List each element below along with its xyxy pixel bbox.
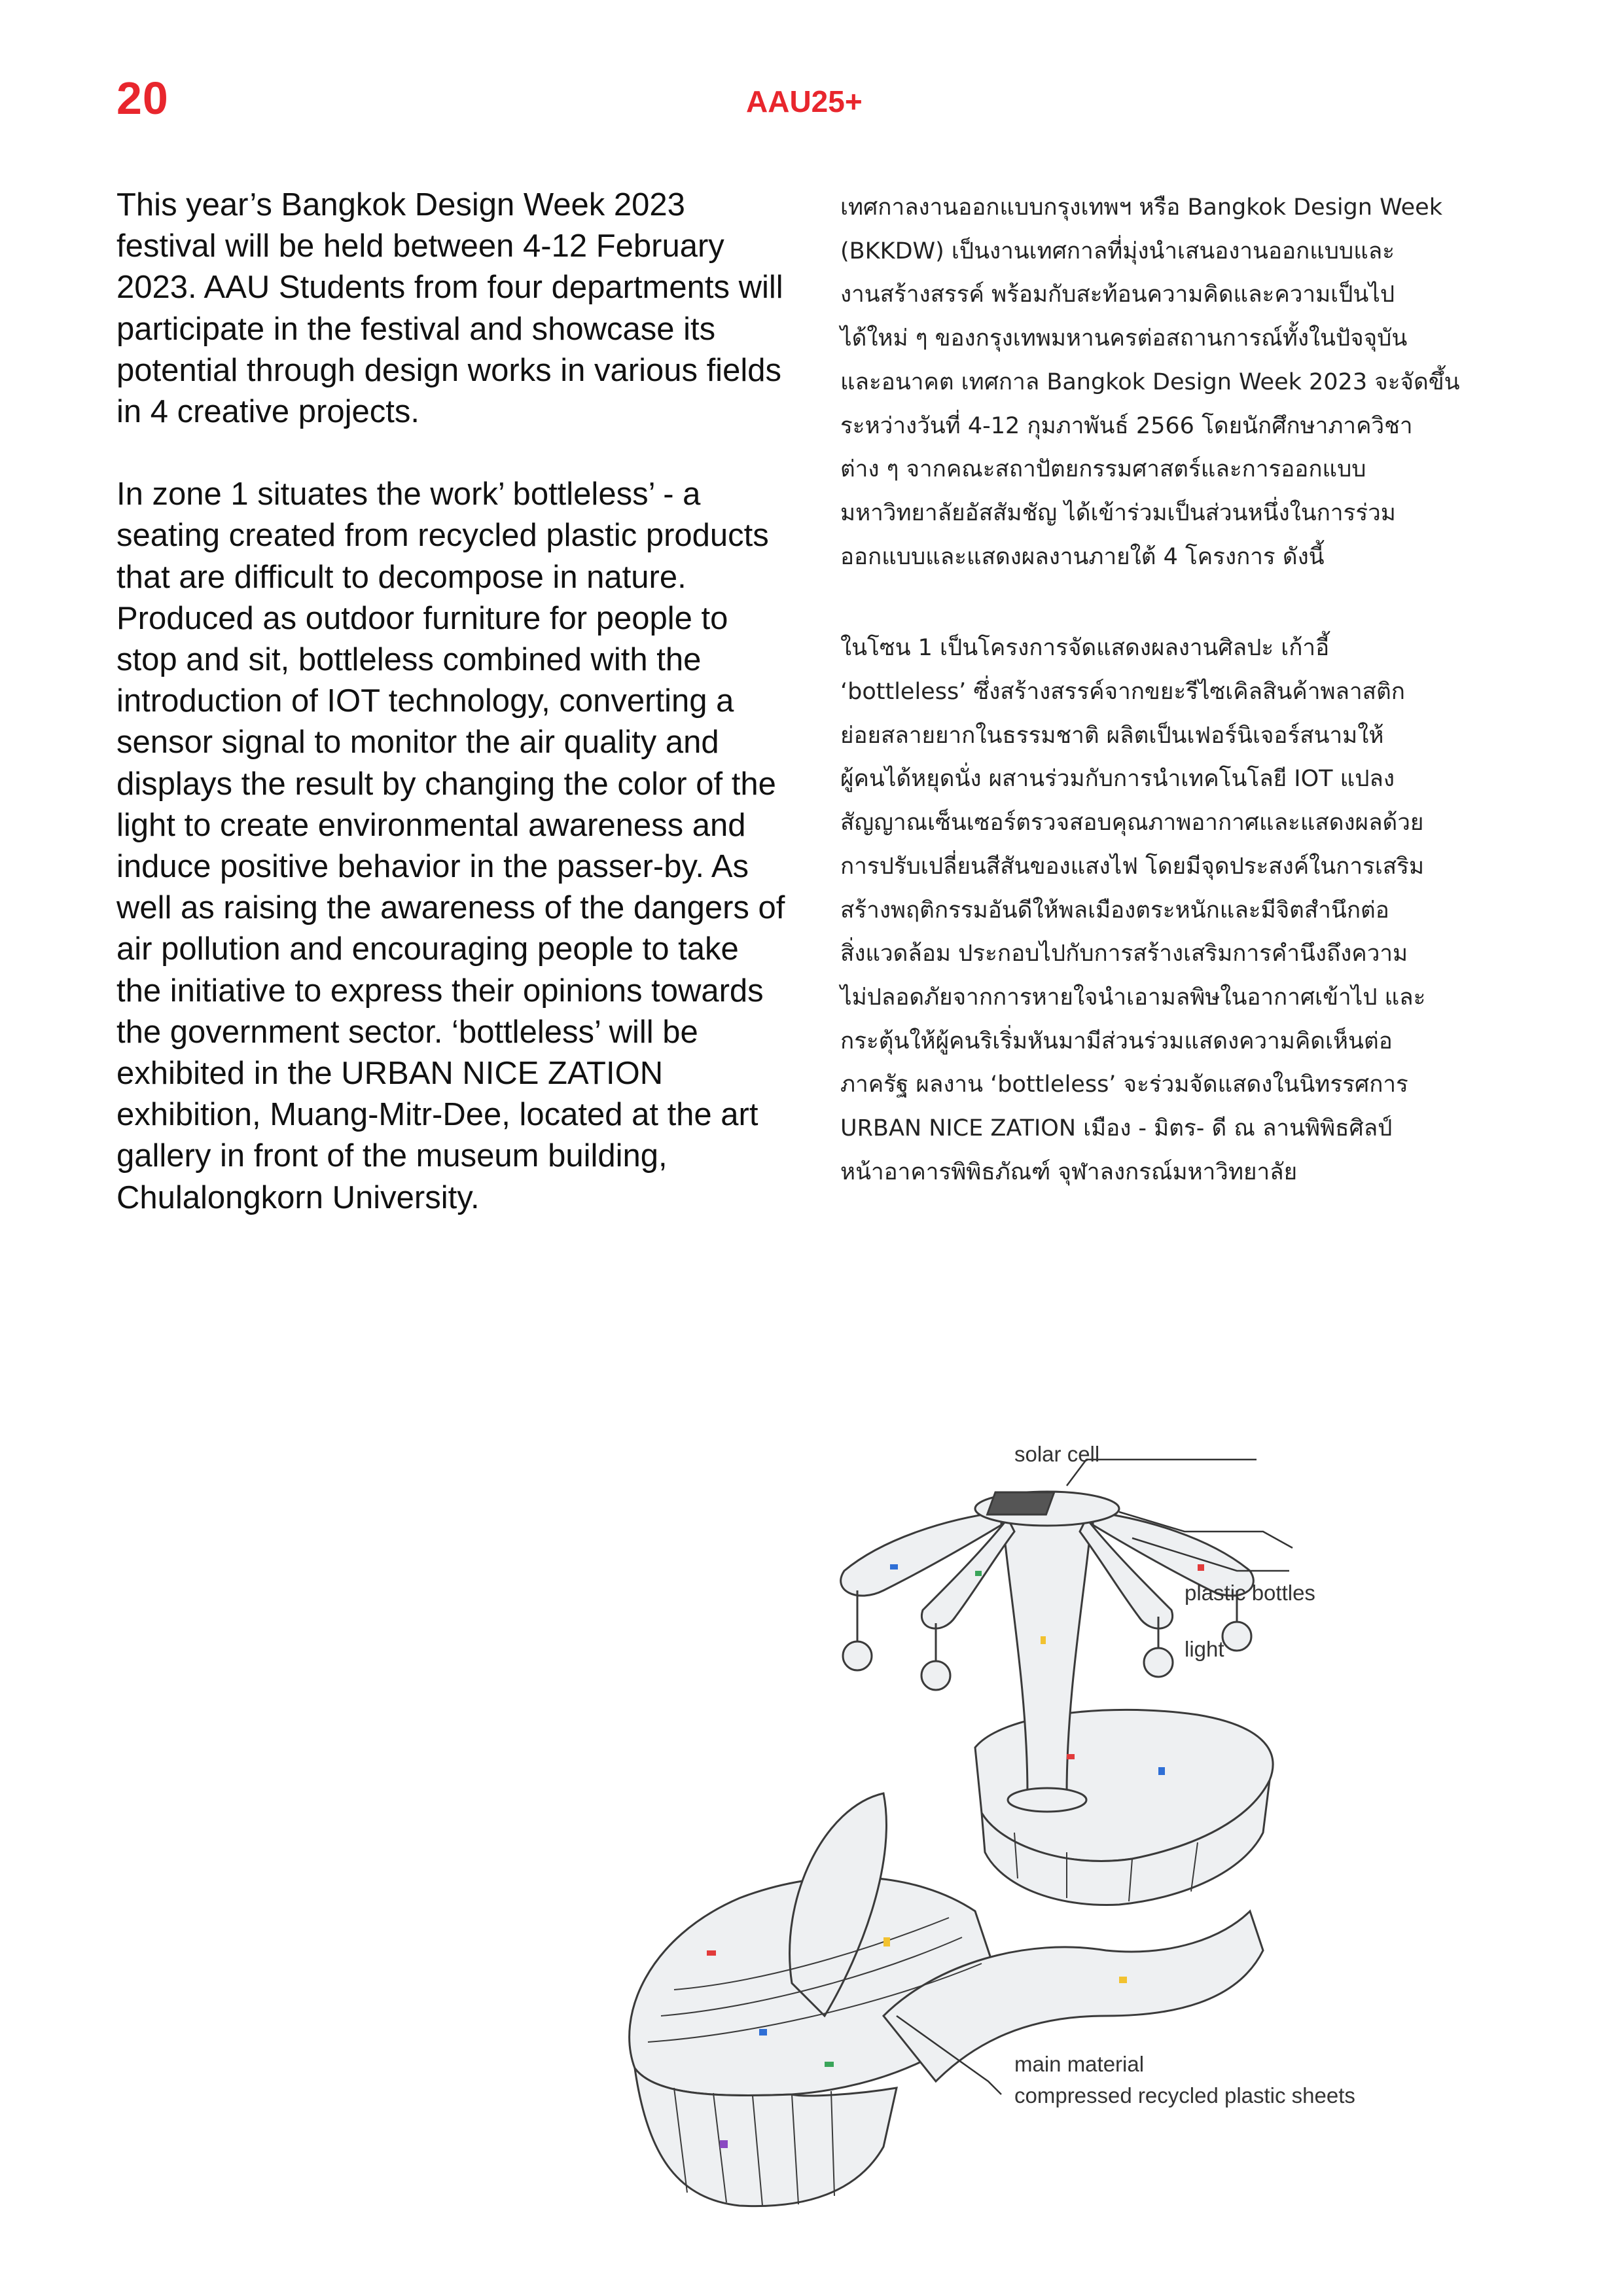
english-paragraph-2: In zone 1 situates the work’ bottleless’ - a seating created from recycled plastic products that are difficult to decompose in nature. Produced as outdoor furniture for people to stop and sit, bottleless combined with the introduction of IOT technology, converting a sensor signal to monitor the air quality and displays the result by changing the color of the light to create environmental awareness and induce positive behavior in the passer-by. As well as raising the awareness of the dangers of air pollution and encouraging people to take the initiative to express their opinions towards the government sector. ‘bottleless’ will be exhibited in the URBAN NICE ZATION exhibition, Muang-Mitr-Dee, located at the art gallery in front of the museum building, Chulalongkorn University. [116, 476, 785, 1215]
bottleless-figure [609, 1440, 1459, 2225]
light-2 [921, 1661, 950, 1690]
fleck [1158, 1767, 1165, 1775]
label-light: light [1185, 1637, 1224, 1661]
fleck [720, 2140, 728, 2148]
stem-base [1008, 1788, 1086, 1812]
page-number: 20 [116, 73, 169, 124]
light-1 [843, 1641, 872, 1670]
light-3 [1144, 1648, 1173, 1677]
english-paragraph-1: This year’s Bangkok Design Week 2023 festival will be held between 4-12 February 2023. AAU Students from four departments will participate in the festival and showcase its potential through design works in various fields in 4 creative projects. [116, 187, 783, 430]
label-plastic-bottles: plastic bottles [1185, 1581, 1315, 1605]
solar-cell-panel [988, 1492, 1054, 1515]
label-main-material [1014, 2049, 1355, 2111]
fleck [707, 1950, 716, 1956]
fleck [759, 2029, 767, 2036]
label-solar-cell: solar cell [1014, 1442, 1100, 1466]
fleck [890, 1564, 898, 1570]
fleck [883, 1937, 890, 1946]
fleck [1041, 1636, 1046, 1644]
label-main-material-line1: main material [1014, 2052, 1145, 2076]
fleck [825, 2062, 834, 2067]
fleck [1119, 1977, 1127, 1983]
thai-paragraph-2: ในโซน 1 เป็นโครงการจัดแสดงผลงานศิลปะ เก้าอี้ ‘bottleless’ ซึ่งสร้างสรรค์จากขยะรีไซเคิลสินค้าพลาสติก ย่อยสลายยากในธรรมชาติ ผลิตเป็นเฟอร์นิเจอร์สนามให้ ผู้คนได้หยุดนั่ง ผสานร่วมกับการนำเทคโนโลยี IOT แปลง สัญญาณเซ็นเซอร์ตรวจสอบคุณภาพอากาศและแสดงผลด้วย การปรับเปลี่ยนสีสันของแสงไฟ โดยมีจุดประสงค์ในการเสริม สร้างพฤติกรรมอันดีให้พลเมืองตระหนักและมีจิตสำนึกต่อ สิ่งแวดล้อม ประกอบไปกับการสร้างเสริมการคำนึงถึงความ ไม่ปลอดภัยจากการหายใจนำเอามลพิษในอากาศเข้าไป และ กระตุ้นให้ผู้คนริเริ่มหันมามีส่วนร่วมแสดงความคิดเห็นต่อ ภาครัฐ ผลงาน ‘bottleless’ จะร่วมจัดแสดงในนิทรรศการ URBAN NICE ZATION เมือง - มิตร- ดี ณ ลานพิพิธศิลป์ หน้าอาคารพิพิธภัณฑ์ จุฬาลงกรณ์มหาวิทยาลัย [840, 635, 1426, 1185]
fleck [1198, 1564, 1204, 1571]
light-4 [1222, 1622, 1251, 1651]
thai-paragraph-1: เทศกาลงานออกแบบกรุงเทพฯ หรือ Bangkok Design Week (BKKDW) เป็นงานเทศกาลที่มุ่งนำเสนองานออกแบบและ งานสร้างสรรค์ พร้อมกับสะท้อนความคิดและความเป็นไป ได้ใหม่ ๆ ของกรุงเทพมหานครต่อสถานการณ์ทั้งในปัจจุบัน และอนาคต เทศกาล Bangkok Design Week 2023 จะจัดขึ้น ระหว่างวันที่ 4-12 กุมภาพันธ์ 2566 โดยนักศึกษาภาควิชา ต่าง ๆ จากคณะสถาปัตยกรรมศาสตร์และการออกแบบ มหาวิทยาลัยอัสสัมชัญ ได้เข้าร่วมเป็นส่วนหนึ่งในการร่วม ออกแบบและแสดงผลงานภายใต้ 4 โครงการ ดังนี้ [840, 194, 1460, 570]
fleck [1067, 1754, 1075, 1759]
thai-column [840, 186, 1534, 1194]
label-main-material-line2: compressed recycled plastic sheets [1014, 2083, 1355, 2108]
fleck [975, 1571, 982, 1576]
publication-title: AAU25+ [746, 84, 863, 118]
english-column [116, 185, 791, 1219]
